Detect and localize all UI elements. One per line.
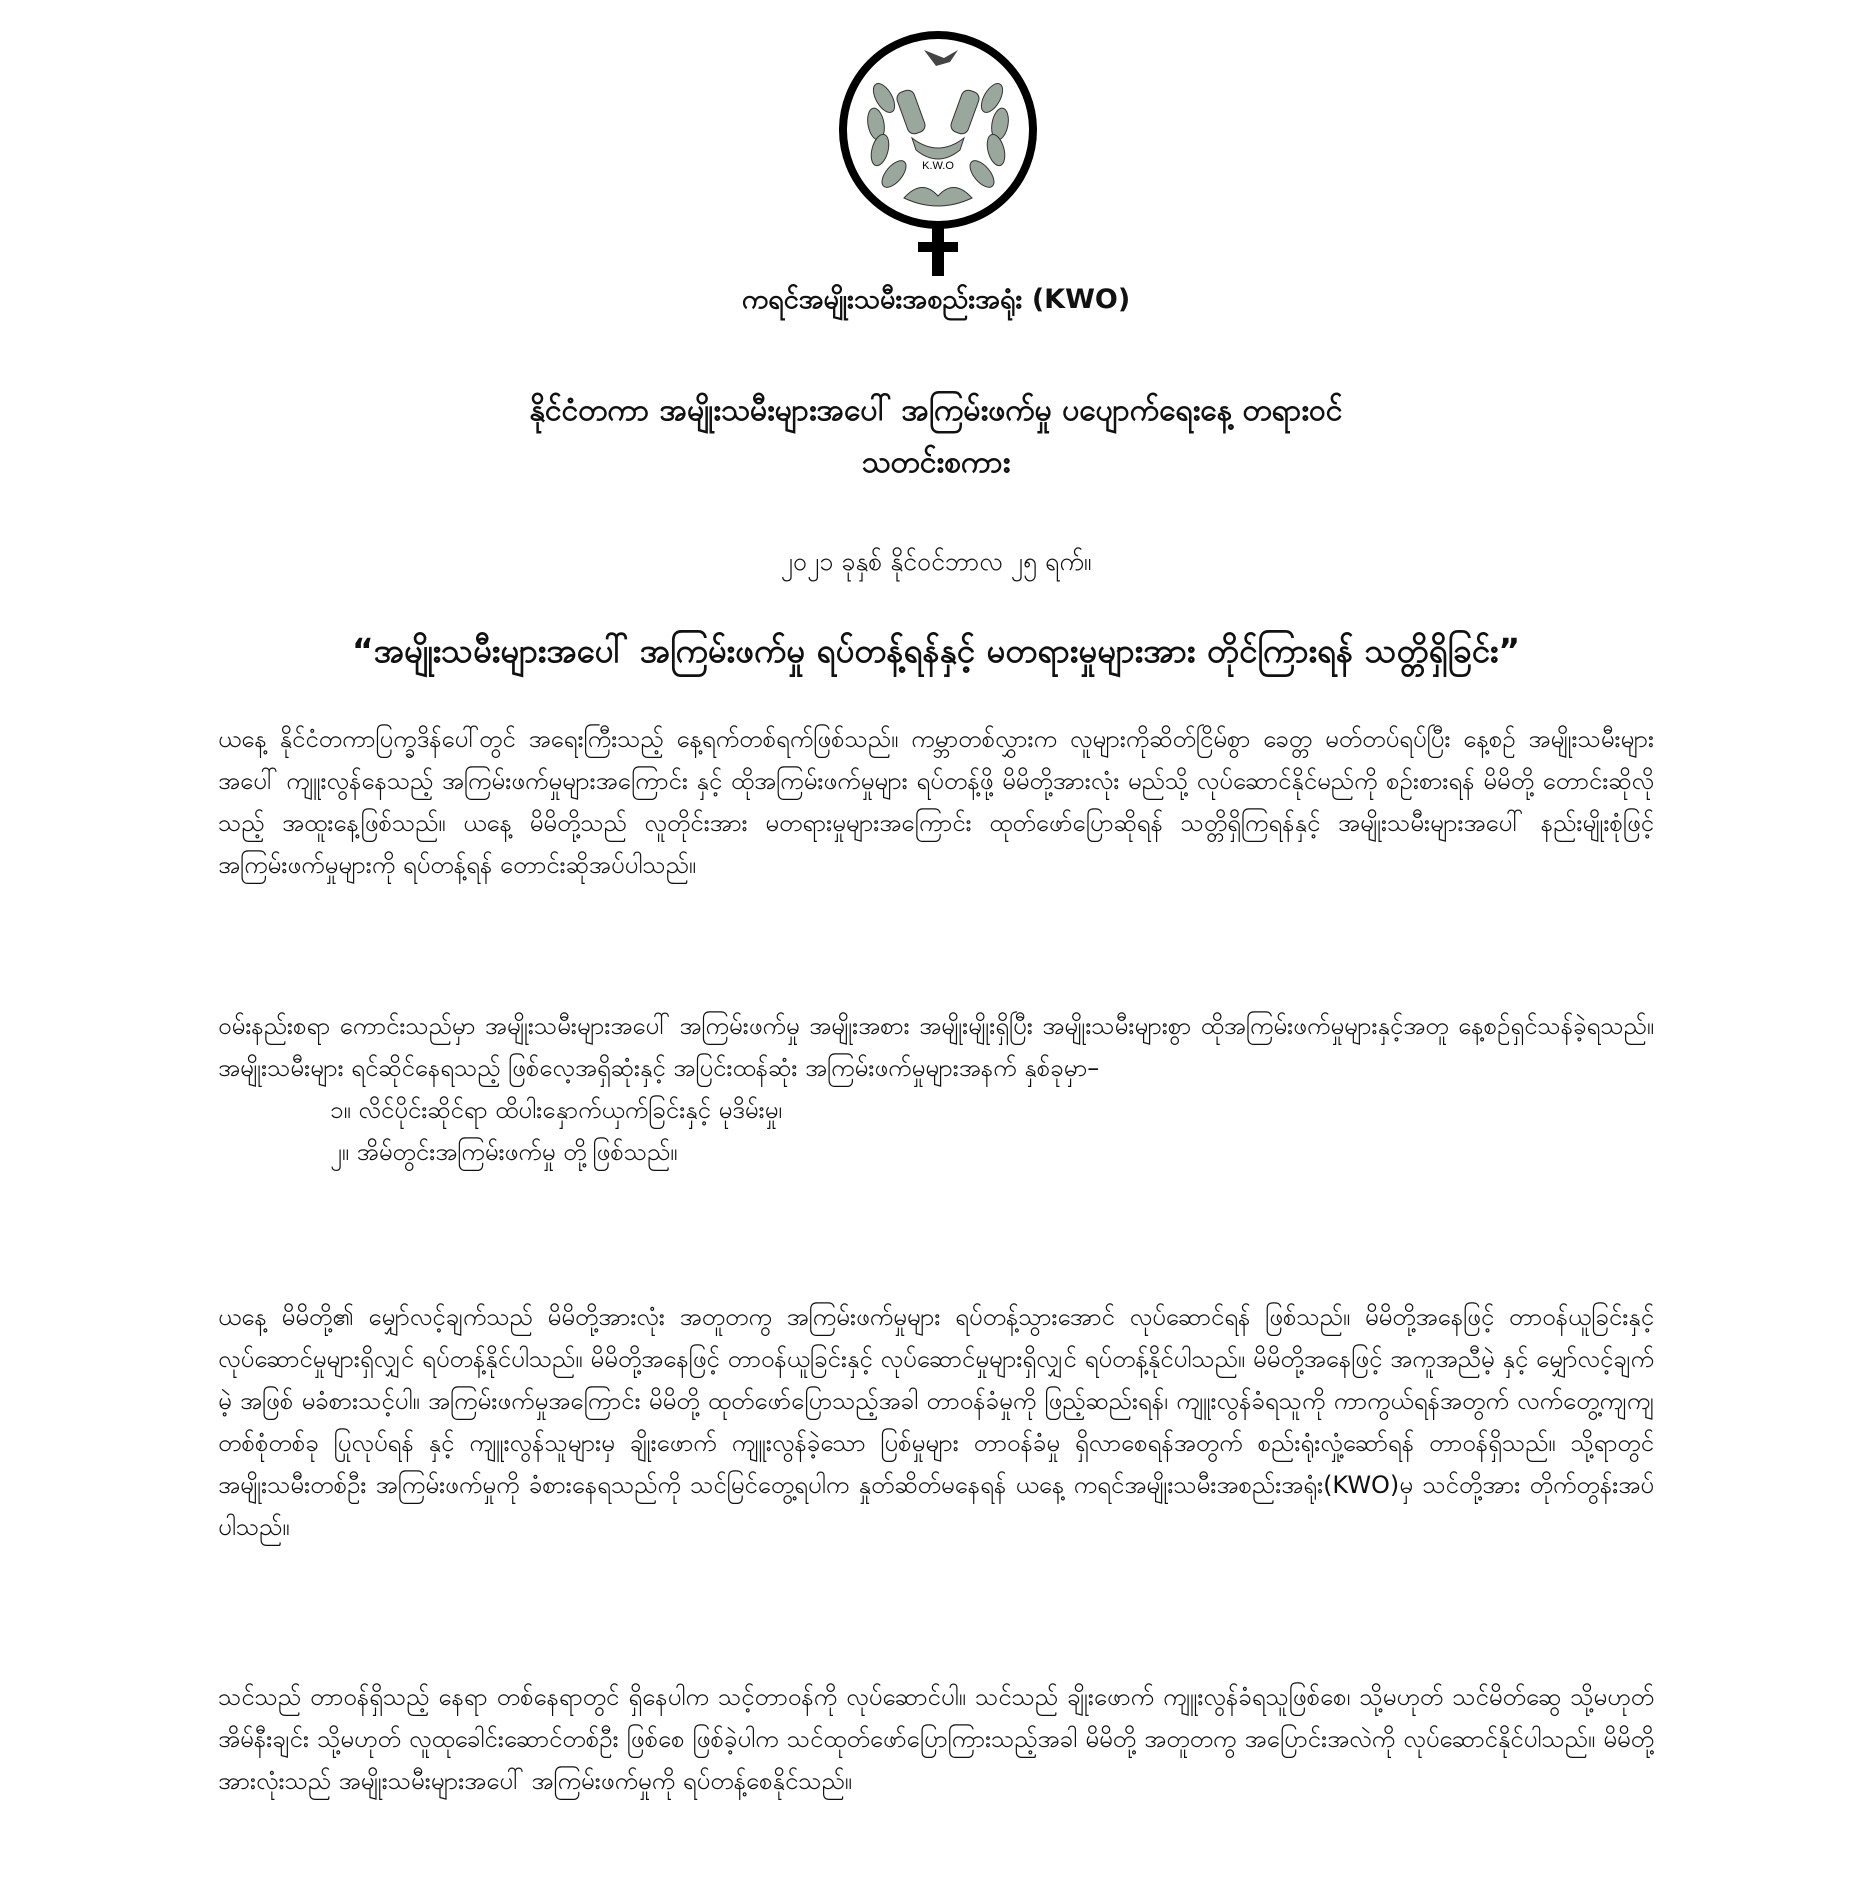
statement-title-line1: နိုင်ငံတကာ အမျိုးသမီးများအပေါ် အကြမ်းဖက်မှု ပပျောက်ရေးနေ့ တရားဝင် bbox=[529, 393, 1343, 428]
paragraph-3: ယနေ့ မိမိတို့၏ မျှော်လင့်ချက်သည် မိမိတို့အားလုံး အတူတကွ အကြမ်းဖက်မှုများ ရပ်တန့်သွားအောင် လုပ်ဆောင်ရန် ဖြစ်သည်။ မိမိတို့အနေဖြင့် တာဝန်ယူခြင်းနှင့် လုပ်ဆောင်မှုများရှိလျှင် ရပ်တန့်နိုင်ပါသည်။ မိမိတို့အနေဖြင့် တာဝန်ယူခြင်းနှင့် လုပ်ဆောင်မှုများရှိလျှင် ရပ်တန့်နိုင်ပါသည်။ မိမိတို့အနေဖြင့် အကူအညီမဲ့ နှင့် မျှော်လင့်ချက်မဲ့ အဖြစ် မခံစားသင့်ပါ။ အကြမ်းဖက်မှုအကြောင်း မိမိတို့ ထုတ်ဖော်ပြောသည့်အခါ တာဝန်ခံမှုကို ဖြည့်ဆည်းရန်၊ ကျူးလွန်ခံရသူကို ကာကွယ်ရန်အတွက် လက်တွေ့ကျကျ တစ်စုံတစ်ခု ပြုလုပ်ရန် နှင့် ကျူးလွန်သူများမှ ချိုးဖောက် ကျူးလွန်ခဲ့သော ပြစ်မှုများ တာဝန်ခံမှု ရှိလာစေရန်အတွက် စည်းရုံးလှုံ့ဆော်ရန် တာဝန်ရှိသည်။ သို့ရာတွင် အမျိုးသမီးတစ်ဦး အကြမ်းဖက်မှုကို ခံစားနေရသည်ကို သင်မြင်တွေ့ရပါက နှုတ်ဆိတ်မနေရန် ယနေ့ ကရင်အမျိုးသမီးအစည်းအရုံး(KWO)မှ သင်တို့အား တိုက်တွန်းအပ်ပါသည်။ bbox=[218, 1303, 1655, 1541]
paragraph-4: သင်သည် တာဝန်ရှိသည့် နေရာ တစ်နေရာတွင် ရှိနေပါက သင့်တာဝန်ကို လုပ်ဆောင်ပါ။ သင်သည် ချိုးဖောက် ကျူးလွန်ခံရသူဖြစ်စေ၊ သို့မဟုတ် သင်မိတ်ဆွေ သို့မဟုတ် အိမ်နီးချင်း သို့မဟုတ် လူထုခေါင်းဆောင်တစ်ဦး ဖြစ်စေ ဖြစ်ခဲ့ပါက သင်ထုတ်ဖော်ပြောကြားသည့်အခါ မိမိတို့ အတူတကွ အပြောင်းအလဲကို လုပ်ဆောင်နိုင်ပါသည်။ မိမိတို့အားလုံးသည် အမျိုးသမီးများအပေါ် အကြမ်းဖက်မှုကို ရပ်တန့်စေနိုင်သည်။ bbox=[218, 1683, 1654, 1795]
paragraph-2-intro: ဝမ်းနည်းစရာ ကောင်းသည်မှာ အမျိုးသမီးများအပေါ် အကြမ်းဖက်မှု အမျိုးအစား အမျိုးမျိုးရှိပြီး အမျိုးသမီးများစွာ ထိုအကြမ်းဖက်မှုများနှင့်အတူ နေ့စဉ်ရှင်သန်ခဲ့ရသည်။ အမျိုးသမီးများ ရင်ဆိုင်နေရသည့် ဖြစ်လေ့အရှိဆုံးနှင့် အပြင်းထန်ဆုံး အကြမ်းဖက်မှုများအနက် နှစ်ခုမှာ– bbox=[218, 1012, 1654, 1082]
logo-text: K.W.O bbox=[922, 160, 954, 172]
list-item: ၁။ လိင်ပိုင်းဆိုင်ရာ ထိပါးနှောက်ယှက်ခြင်းနှင့် မုဒိမ်းမှု၊ bbox=[330, 1096, 783, 1124]
paragraph-1: ယနေ့ နိုင်ငံတကာပြက္ခဒိန်ပေါ်တွင် အရေးကြီးသည့် နေ့ရက်တစ်ရက်ဖြစ်သည်။ ကမ္ဘာတစ်လွှားက လူများကိုဆိတ်ငြိမ်စွာ ခေတ္တ မတ်တပ်ရပ်ပြီး နေ့စဉ် အမျိုးသမီးများအပေါ် ကျူးလွန်နေသည့် အကြမ်းဖက်မှုများအကြောင်း နှင့် ထိုအကြမ်းဖက်မှုများ ရပ်တန့်ဖို့ မိမိတို့အားလုံး မည်သို့ လုပ်ဆောင်နိုင်မည်ကို စဉ်းစားရန် မိမိတို့ တောင်းဆိုလိုသည့် အထူးနေ့ဖြစ်သည်။ ယနေ့ မိမိတို့သည် လူတိုင်းအား မတရားမှုများအကြောင်း ထုတ်ဖော်ပြောဆိုရန် သတ္တိရှိကြရန်နှင့် အမျိုးသမီးများအပေါ် နည်းမျိုးစုံဖြင့် အကြမ်းဖက်မှုများကို ရပ်တန့်ရန် တောင်းဆိုအပ်ပါသည်။ bbox=[218, 725, 1654, 879]
paragraph-2 bbox=[218, 1005, 1654, 1173]
statement-date: ၂၀၂၁ ခုနှစ် နိုင်ဝင်ဘာလ ၂၅ ရက်။ bbox=[780, 547, 1092, 576]
statement-title bbox=[0, 385, 1872, 489]
statement-theme: “အမျိုးသမီးများအပေါ် အကြမ်းဖက်မှု ရပ်တန့်ရန်နှင့် မတရားမှုများအား တိုင်ကြားရန် သတ္တိရှိခြင်း” bbox=[351, 631, 1521, 670]
kwo-logo bbox=[832, 28, 1044, 278]
list-item: ၂။ အိမ်တွင်းအကြမ်းဖက်မှု တို့ဖြစ်သည်။ bbox=[330, 1138, 678, 1166]
organization-name: ကရင်အမျိုးသမီးအစည်းအရုံး (KWO) bbox=[741, 284, 1131, 315]
statement-title-line2: သတင်းစကား bbox=[861, 445, 1011, 480]
